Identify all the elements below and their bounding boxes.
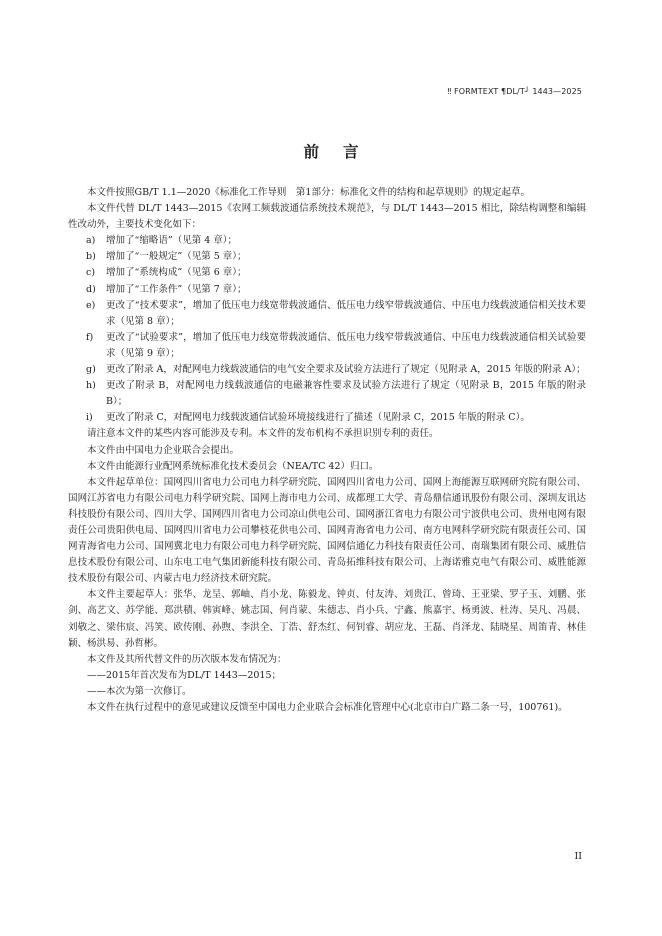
foreword-body [68, 185, 586, 716]
list-item-text: 更改了附录 B，对配网电力线载波通信的电磁兼容性要求及试验方法进行了规定（见附录 B，2015 年版的附录 B）； [106, 380, 586, 408]
history-item: ——2015年首次发布为DL/T 1443—2015； [87, 669, 282, 681]
paragraph-technical-committee: 本文件由能源行业配网系统标准化技术委员会（NEA/TC 42）归口。 [87, 460, 379, 472]
history-item: ——本次为第一次修订。 [87, 685, 192, 697]
document-code-header: ‼ FORMTEXT ¶DL/T┘ 1443—2025 [447, 87, 582, 96]
paragraph-drafters: 本文件主要起草人：张华、龙呈、郭岫、肖小龙、陈毅龙、钟贞、付友涛、刘贵江、曾琦、王亚梁、罗子玉、刘鹏、张剑、高艺文、苏学能、郑洪積、韩寅峰、姚志国、何肖蒙、朱德志、肖小兵、宁鑫、熊嘉宇、杨勇波、杜涛、吴凡、冯晨、刘敬之、梁伟宸、冯笑、欧传刚、孙煦、李洪全、丁浩、舒杰红、何钊睿、胡应龙、王磊、肖泽龙、陆晓星、周笛青、林佳颖、杨洪易、孙哲彬。 [68, 589, 586, 649]
list-item-text: 增加了“一般规定”（见第 5 章）； [106, 251, 247, 263]
paragraph-replacement-note: 本文件代替 DL/T 1443—2015《农网工频载波通信系统技术规范》，与 DL/T 1443—2015 相比，除结构调整和编辑性改动外，主要技术变化如下： [68, 203, 586, 231]
paragraph-feedback: 本文件在执行过程中的意见或建议反馈至中国电力企业联合会标准化管理中心(北京市白广路二条一号，100761)。 [87, 702, 568, 713]
list-item-text: 增加了“工作条件”（见第 7 章）； [106, 283, 247, 295]
list-item-label: a) [86, 235, 96, 247]
list-item [68, 378, 586, 410]
list-item-label: i) [86, 412, 93, 424]
list-item [68, 410, 586, 426]
paragraph-drafting-organizations: 本文件起草单位：国网四川省电力公司电力科学研究院、国网四川省电力公司、国网上海能源互联网研究院有限公司、国网江苏省电力有限公司电力科学研究院、国网上海市电力公司、成都理工大学、青岛鼎信通讯股份有限公司、深圳友讯达科技股份有限公司、四川大学、国网四川省电力公司凉山供电公司、国网浙江省电力有限公司宁波供电公司、贵州电网有限责任公司贵阳供电局、国网四川省电力公司攀枝花供电公司、国网青海省电力公司、南方电网科学研究院有限责任公司、国网青海省电力公司、国网冀北电力有限公司电力科学研究院、国网信通亿力科技有限责任公司、南瑞集团有限公司、威胜信息技术股份有限公司、山东电工电气集团新能科技有限公司、青岛拓维科技有限公司、上海诺雅克电气有限公司、威胜能源技术股份有限公司、内蒙古电力经济技术研究院。 [68, 476, 586, 585]
list-item-label: c) [86, 267, 96, 279]
list-item-label: h) [86, 380, 96, 392]
list-item [68, 265, 586, 281]
section-title: 前言 [303, 143, 383, 161]
list-item-text: 增加了“缩略语”（见第 4 章）； [106, 235, 238, 247]
technical-changes-list [68, 233, 586, 426]
paragraph-drafting-rules: 本文件按照GB/T 1.1—2020《标准化工作导则 第1部分：标准化文件的结构和起草规则》的规定起草。 [87, 187, 530, 198]
list-item-label: e) [86, 299, 96, 311]
page-number: II [574, 851, 582, 862]
list-item [68, 362, 586, 378]
list-item [68, 298, 586, 330]
list-item-text: 增加了“系统构成”（见第 6 章）； [106, 267, 247, 279]
list-item-label: f) [86, 331, 94, 343]
list-item [68, 282, 586, 298]
list-item [68, 330, 586, 362]
list-item-label: b) [86, 251, 96, 263]
list-item-text: 更改了“技术要求”，增加了低压电力线宽带载波通信、低压电力线窄带载波通信、中压电力线载波通信相关技术要求（见第 8 章）； [106, 299, 586, 327]
paragraph-proposer: 本文件由中国电力企业联合会提出。 [87, 444, 240, 456]
list-item-text: 更改了附录 C，对配网电力线载波通信试验环境接线进行了描述（见附录 C，2015 年版的附录 C）。 [106, 412, 530, 424]
list-item [68, 249, 586, 265]
list-item-label: d) [86, 283, 96, 295]
list-item-label: g) [86, 364, 96, 376]
list-item-text: 更改了“试验要求”，增加了低压电力线宽带载波通信、低压电力线窄带载波通信、中压电力线载波通信相关试验要求（见第 9 章）； [106, 331, 586, 359]
list-item-text: 更改了附录 A，对配网电力线载波通信的电气安全要求及试验方法进行了规定（见附录 A，2015 年版的附录 A）； [106, 364, 586, 376]
paragraph-history-intro: 本文件及其所代替文件的历次版本发布情况为： [87, 653, 287, 665]
paragraph-patent-notice: 请注意本文件的某些内容可能涉及专利。本文件的发布机构不承担识别专利的责任。 [87, 428, 439, 440]
list-item [68, 233, 586, 249]
